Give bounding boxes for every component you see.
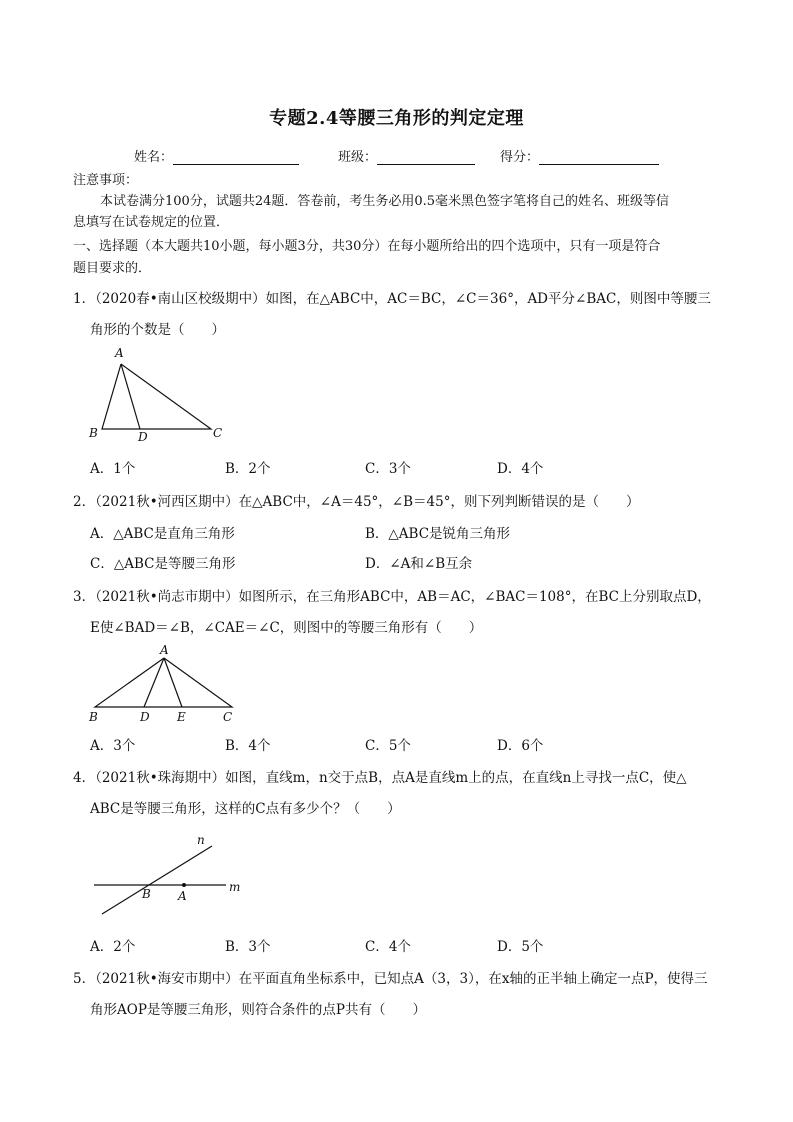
q1-label-a: A [115,346,124,360]
q2-option-c[interactable]: C．△ABC是等腰三角形 [90,556,236,572]
question-4-line-2: ABC是等腰三角形，这样的C点有多少个？（ ） [90,801,401,817]
question-5-line-1: 5．（2021秋•海安市期中）在平面直角坐标系中，已知点A（3，3），在x轴的正半轴上确定一点P，使得三 [73,971,708,987]
q4-label-a: A [178,889,187,903]
question-3-line-2: E使∠BAD＝∠B，∠CAE＝∠C，则图中的等腰三角形有（ ） [90,620,483,636]
q3-label-a: A [160,643,169,657]
q3-segment-ae [164,658,182,707]
question-4-line-1: 4．（2021秋•珠海期中）如图，直线m，n交于点B，点A是直线m上的点，在直线n上寻找一点C，使△ [73,770,687,786]
q1-bisector-ad [121,364,140,429]
q2-option-a[interactable]: A．△ABC是直角三角形 [90,526,235,542]
q1-option-b[interactable]: B．2个 [225,461,271,477]
notice-heading: 注意事项： [73,173,139,188]
question-1-line-1: 1．（2020春•南山区校级期中）如图，在△ABC中，AC＝BC，∠C＝36°，AD平分∠BAC，则图中等腰三 [73,291,711,307]
question-3-line-1: 3．（2021秋•尚志市期中）如图所示，在三角形ABC中，AB＝AC，∠BAC＝108°，在BC上分别取点D， [73,589,711,605]
q3-triangle [95,658,232,707]
q3-option-d[interactable]: D．6个 [497,738,544,754]
q1-option-d[interactable]: D．4个 [497,461,544,477]
question-3-figure [86,641,246,726]
question-2-line-1: 2．（2021秋•河西区期中）在△ABC中，∠A＝45°，∠B＝45°，则下列判断错误的是（ ） [73,494,640,510]
notice-line-2: 息填写在试卷规定的位置． [73,215,230,230]
class-label: 班级： [338,150,378,165]
q3-label-d: D [140,710,150,724]
q4-point-a [182,883,186,887]
name-field[interactable] [134,146,299,165]
q4-label-n: n [197,833,205,847]
q3-label-b: B [89,710,98,724]
notice-line-1: 本试卷满分100分，试题共24题．答卷前，考生务必用0.5毫米黑色签字笔将自己的姓名、班级等信 [100,194,670,209]
q4-option-c[interactable]: C．4个 [365,939,411,955]
q1-label-c: C [213,426,223,440]
q1-triangle [102,364,211,429]
class-blank[interactable] [377,150,475,165]
score-label: 得分： [500,150,540,165]
q4-option-d[interactable]: D．5个 [497,939,544,955]
page-title: 专题2.4等腰三角形的判定定理 [269,108,524,129]
name-label: 姓名： [134,150,174,165]
section-1-line-1: 一、选择题（本大题共10小题，每小题3分，共30分）在每小题所给出的四个选项中，只有一项是符合 [73,239,661,254]
question-4-figure [86,830,256,920]
q2-option-b[interactable]: B．△ABC是锐角三角形 [365,526,511,542]
q1-label-b: B [89,426,98,440]
question-1-figure [86,345,236,445]
q4-label-b: B [142,887,151,901]
q4-option-a[interactable]: A．2个 [90,939,136,955]
q2-option-d[interactable]: D．∠A和∠B互余 [365,556,473,572]
q1-option-a[interactable]: A．1个 [90,461,136,477]
q4-line-n [102,846,212,914]
q3-label-e: E [177,710,186,724]
q4-option-b[interactable]: B．3个 [225,939,271,955]
q3-label-c: C [223,710,233,724]
name-blank[interactable] [173,150,299,165]
score-blank[interactable] [539,150,659,165]
q3-option-c[interactable]: C．5个 [365,738,411,754]
q1-option-c[interactable]: C．3个 [365,461,411,477]
q3-option-b[interactable]: B．4个 [225,738,271,754]
class-field[interactable] [338,146,475,165]
q4-label-m: m [229,880,241,894]
score-field[interactable] [500,146,659,165]
section-1-line-2: 题目要求的． [73,261,152,276]
q3-option-a[interactable]: A．3个 [90,738,136,754]
question-1-line-2: 角形的个数是（ ） [90,322,225,338]
question-5-line-2: 角形AOP是等腰三角形，则符合条件的点P共有（ ） [90,1002,426,1018]
q1-label-d: D [138,430,148,444]
